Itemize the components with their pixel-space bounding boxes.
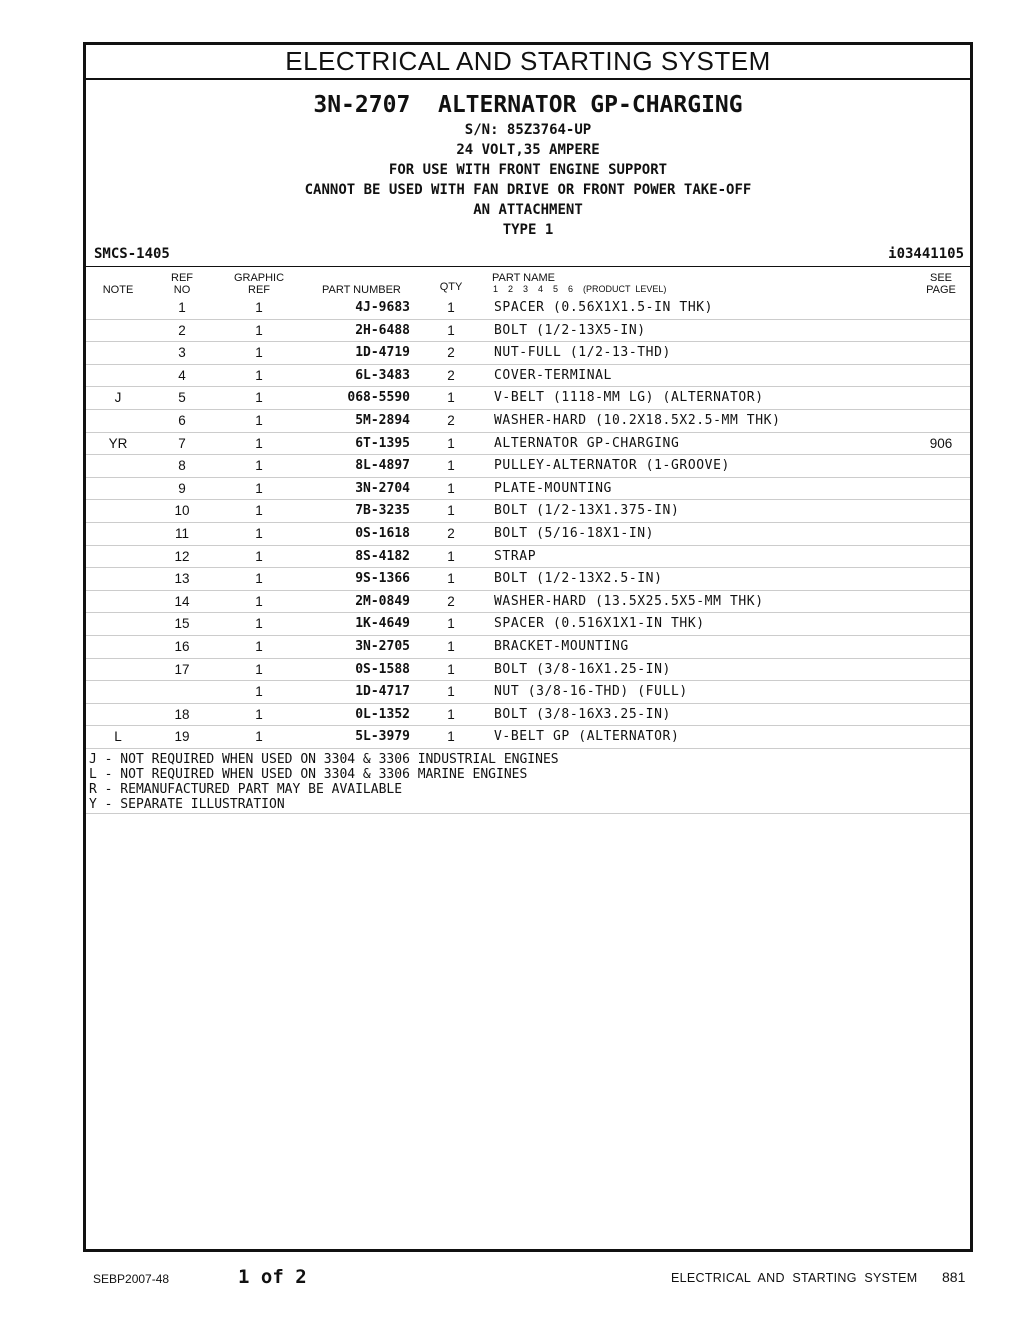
qty-cell: 1	[447, 390, 455, 406]
part-number-cell: 5L-3979	[355, 729, 410, 745]
header-line: TYPE 1	[502, 222, 554, 238]
illustration-id: i03441105	[888, 246, 964, 262]
qty-cell: 1	[447, 548, 455, 564]
part-name-cell: SPACER (0.516X1X1-IN THK)	[494, 616, 705, 632]
smcs-code: SMCS-1405	[94, 246, 170, 262]
table-row	[86, 704, 970, 727]
part-number-cell: 1D-4719	[355, 345, 410, 361]
qty-cell: 1	[447, 661, 455, 677]
graphic-ref-cell: 1	[255, 729, 263, 745]
part-name-cell: STRAP	[494, 548, 537, 564]
qty-cell: 2	[447, 412, 455, 428]
graphic-ref-cell: 1	[255, 412, 263, 428]
qty-cell: 1	[447, 616, 455, 632]
col-part-number: PART NUMBER	[322, 284, 401, 296]
col-graphic-ref-1: GRAPHIC	[233, 272, 285, 284]
ref-no-cell: 14	[174, 593, 190, 609]
table-row	[86, 591, 970, 614]
graphic-ref-cell: 1	[255, 616, 263, 632]
part-name-cell: BOLT (1/2-13X1.375-IN)	[494, 503, 680, 519]
part-number-cell: 9S-1366	[355, 571, 410, 587]
part-name-cell: NUT (3/8-16-THD) (FULL)	[494, 684, 688, 700]
table-row	[86, 523, 970, 546]
table-row	[86, 568, 970, 591]
part-number-cell: 068-5590	[347, 390, 410, 406]
part-number-cell: 8L-4897	[355, 458, 410, 474]
ref-no-cell: 6	[178, 412, 186, 428]
header-line: S/N: 85Z3764-UP	[464, 122, 592, 138]
graphic-ref-cell: 1	[255, 593, 263, 609]
part-number-cell: 1K-4649	[355, 616, 410, 632]
table-row	[86, 681, 970, 704]
part-name-cell: BRACKET-MOUNTING	[494, 638, 629, 654]
ref-no-cell: 15	[174, 616, 190, 632]
part-name-cell: NUT-FULL (1/2-13-THD)	[494, 345, 671, 361]
ref-no-cell: 11	[174, 525, 189, 541]
section-title: ELECTRICAL AND STARTING SYSTEM	[86, 45, 970, 80]
qty-cell: 1	[447, 638, 455, 654]
qty-cell: 1	[447, 729, 455, 745]
table-row	[86, 297, 970, 320]
table-row	[86, 433, 970, 456]
part-number-cell: 8S-4182	[355, 548, 410, 564]
table-row	[86, 659, 970, 682]
ref-no-cell: 9	[178, 480, 186, 496]
table-row	[86, 320, 970, 343]
part-number-cell: 0S-1618	[355, 525, 410, 541]
part-number-cell: 4J-9683	[355, 300, 410, 315]
header-line: AN ATTACHMENT	[473, 202, 583, 218]
qty-cell: 1	[447, 458, 455, 474]
notes-block	[86, 749, 970, 814]
col-see-2: PAGE	[926, 284, 956, 296]
graphic-ref-cell: 1	[255, 458, 263, 474]
col-product-level: 1 2 3 4 5 6 (PRODUCT LEVEL)	[493, 284, 667, 294]
ref-no-cell: 5	[178, 390, 186, 406]
header-line: FOR USE WITH FRONT ENGINE SUPPORT	[388, 162, 668, 178]
ref-no-cell: 12	[174, 548, 190, 564]
graphic-ref-cell: 1	[255, 706, 263, 722]
part-name-cell: WASHER-HARD (10.2X18.5X2.5-MM THK)	[494, 412, 781, 428]
graphic-ref-cell: 1	[255, 390, 263, 406]
col-note: NOTE	[102, 284, 134, 296]
part-name-cell: WASHER-HARD (13.5X25.5X5-MM THK)	[494, 593, 764, 609]
part-name-cell: COVER-TERMINAL	[494, 367, 612, 383]
qty-cell: 2	[447, 525, 455, 541]
ref-no-cell: 1	[178, 300, 186, 315]
note-line: Y - SEPARATE ILLUSTRATION	[89, 796, 285, 812]
page-frame	[83, 42, 973, 1252]
col-part-name: PART NAME	[492, 272, 555, 284]
ref-no-cell: 13	[174, 571, 190, 587]
col-see-1: SEE	[929, 272, 952, 284]
ref-no-cell: 16	[174, 638, 190, 654]
graphic-ref-cell: 1	[255, 638, 263, 654]
page-of: 1 of 2	[238, 1266, 307, 1288]
ref-no-cell: 10	[174, 503, 190, 519]
table-row	[86, 410, 970, 433]
graphic-ref-cell: 1	[255, 480, 263, 496]
group-title: 3N-2707 ALTERNATOR GP-CHARGING	[313, 92, 743, 118]
table-row	[86, 636, 970, 659]
part-name-cell: PULLEY-ALTERNATOR (1-GROOVE)	[494, 458, 730, 474]
part-name-cell: BOLT (1/2-13X2.5-IN)	[494, 571, 663, 587]
qty-cell: 1	[447, 480, 455, 496]
note-cell: L	[114, 729, 122, 745]
part-number-cell: 6L-3483	[355, 367, 410, 383]
note-cell: YR	[108, 435, 128, 451]
part-number-cell: 6T-1395	[355, 435, 410, 451]
ref-no-cell: 17	[174, 661, 190, 677]
part-number-cell: 2H-6488	[355, 322, 410, 338]
see-page-cell: 906	[929, 435, 953, 451]
qty-cell: 2	[447, 367, 455, 383]
part-number-cell: 1D-4717	[355, 684, 410, 700]
page-footer	[0, 1266, 1020, 1290]
graphic-ref-cell: 1	[255, 322, 263, 338]
table-row	[86, 726, 970, 749]
part-name-cell: BOLT (1/2-13X5-IN)	[494, 322, 646, 338]
table-row	[86, 613, 970, 636]
part-name-cell: V-BELT GP (ALTERNATOR)	[494, 729, 680, 745]
table-row	[86, 342, 970, 365]
note-line: L - NOT REQUIRED WHEN USED ON 3304 & 3306 MARINE ENGINES	[89, 766, 528, 782]
part-number-cell: 3N-2704	[355, 480, 410, 496]
part-name-cell: BOLT (5/16-18X1-IN)	[494, 525, 655, 541]
part-name-cell: PLATE-MOUNTING	[494, 480, 612, 496]
part-name-cell: V-BELT (1118-MM LG) (ALTERNATOR)	[494, 390, 764, 406]
graphic-ref-cell: 1	[255, 345, 263, 361]
col-ref-2: NO	[173, 284, 191, 296]
table-row	[86, 365, 970, 388]
part-number-cell: 0S-1588	[355, 661, 410, 677]
ref-no-cell: 4	[178, 367, 186, 383]
part-number-cell: 5M-2894	[355, 412, 410, 428]
qty-cell: 1	[447, 435, 455, 451]
col-graphic-ref-2: REF	[248, 284, 270, 296]
ref-no-cell: 8	[178, 458, 186, 474]
ref-no-cell: 7	[178, 435, 186, 451]
graphic-ref-cell: 1	[255, 684, 263, 700]
part-name-cell: BOLT (3/8-16X1.25-IN)	[494, 661, 671, 677]
part-number-cell: 2M-0849	[355, 593, 410, 609]
qty-cell: 2	[447, 345, 455, 361]
qty-cell: 1	[447, 706, 455, 722]
graphic-ref-cell: 1	[255, 503, 263, 519]
graphic-ref-cell: 1	[255, 525, 263, 541]
part-number-cell: 7B-3235	[355, 503, 410, 519]
page-number: 881	[942, 1269, 966, 1285]
ref-no-cell: 19	[174, 729, 190, 745]
qty-cell: 2	[447, 593, 455, 609]
table-row	[86, 455, 970, 478]
qty-cell: 1	[447, 684, 455, 700]
ref-no-cell: 3	[178, 345, 186, 361]
header-line: 24 VOLT,35 AMPERE	[456, 142, 600, 158]
qty-cell: 1	[447, 503, 455, 519]
qty-cell: 1	[447, 571, 455, 587]
footer-section: ELECTRICAL AND STARTING SYSTEM	[671, 1271, 918, 1285]
graphic-ref-cell: 1	[255, 571, 263, 587]
col-ref-1: REF	[171, 272, 193, 284]
graphic-ref-cell: 1	[255, 435, 263, 451]
part-number-cell: 0L-1352	[355, 706, 410, 722]
parts-table	[86, 297, 970, 749]
note-line: R - REMANUFACTURED PART MAY BE AVAILABLE	[89, 781, 403, 797]
group-header	[86, 90, 970, 240]
table-row	[86, 387, 970, 410]
ref-no-cell: 2	[178, 322, 186, 338]
qty-cell: 1	[447, 322, 455, 338]
part-name-cell: BOLT (3/8-16X3.25-IN)	[494, 706, 671, 722]
part-name-cell: ALTERNATOR GP-CHARGING	[494, 435, 680, 451]
part-name-cell: SPACER (0.56X1X1.5-IN THK)	[494, 300, 714, 315]
graphic-ref-cell: 1	[255, 300, 263, 315]
graphic-ref-cell: 1	[255, 367, 263, 383]
table-row	[86, 546, 970, 569]
ref-no-cell: 18	[174, 706, 190, 722]
graphic-ref-cell: 1	[255, 548, 263, 564]
qty-cell: 1	[447, 300, 455, 315]
col-qty: QTY	[439, 281, 463, 293]
document-id: SEBP2007-48	[93, 1272, 170, 1286]
table-row	[86, 478, 970, 501]
smcs-row	[86, 246, 970, 266]
part-number-cell: 3N-2705	[355, 638, 410, 654]
note-line: J - NOT REQUIRED WHEN USED ON 3304 & 3306 INDUSTRIAL ENGINES	[89, 751, 559, 767]
header-line: CANNOT BE USED WITH FAN DRIVE OR FRONT POWER TAKE-OFF	[304, 182, 752, 198]
table-row	[86, 500, 970, 523]
note-cell: J	[114, 390, 122, 406]
graphic-ref-cell: 1	[255, 661, 263, 677]
column-headers	[86, 267, 970, 297]
